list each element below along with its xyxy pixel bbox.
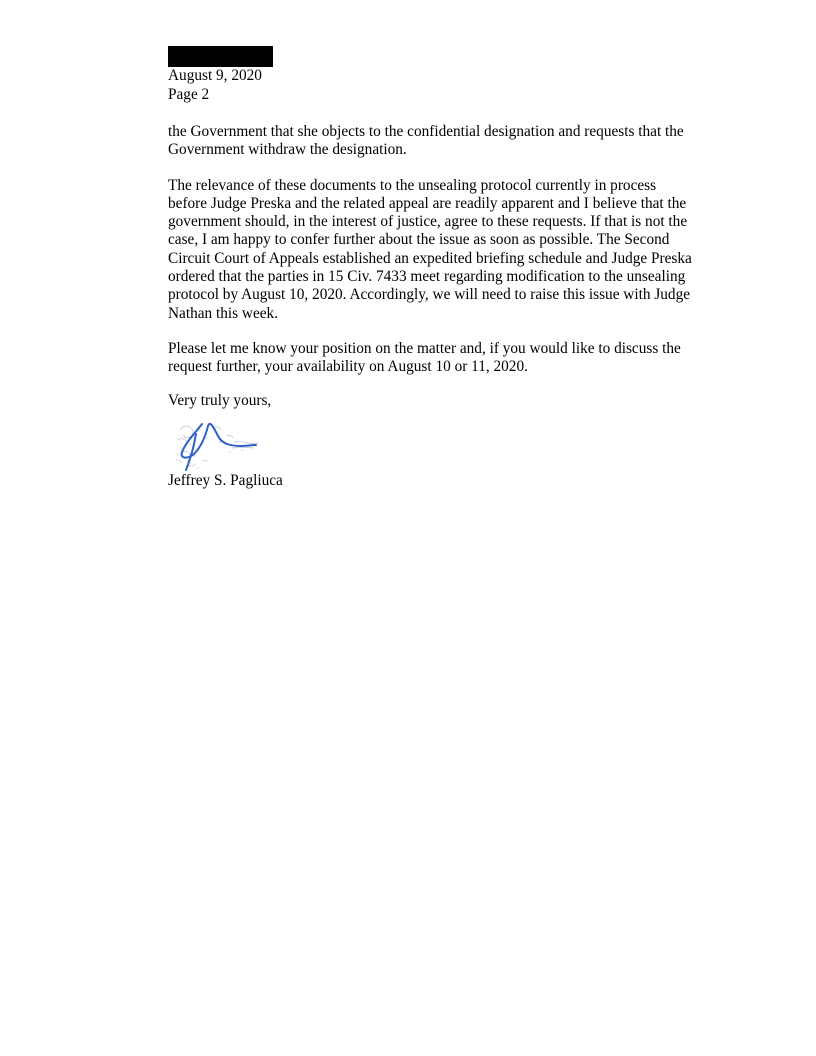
- closing-salutation: Very truly yours,: [168, 392, 272, 409]
- signer-name: Jeffrey S. Pagliuca: [168, 472, 283, 489]
- letter-header: [168, 67, 262, 104]
- paragraph-line: Nathan this week.: [168, 304, 279, 322]
- paragraph-line: Circuit Court of Appeals established an expedited briefing schedule and Judge Preska: [168, 249, 692, 267]
- letter-body: [168, 123, 728, 394]
- page-number: Page 2: [168, 85, 210, 103]
- paragraph-relevance: [168, 177, 728, 323]
- paragraph-line: request further, your availability on August 10 or 11, 2020.: [168, 358, 528, 376]
- paragraph-line: government should, in the interest of justice, agree to these requests. If that is not the: [168, 213, 688, 231]
- paragraph-line: Please let me know your position on the matter and, if you would like to discuss the: [168, 339, 681, 357]
- redaction-block: [168, 46, 273, 67]
- handwritten-signature: [172, 416, 264, 474]
- paragraph-line: ordered that the parties in 15 Civ. 7433 meet regarding modification to the unsealing: [168, 268, 686, 286]
- letter-date: August 9, 2020: [168, 67, 262, 84]
- paragraph-line: the Government that she objects to the confidential designation and requests that the: [168, 123, 684, 140]
- paragraph-line: The relevance of these documents to the unsealing protocol currently in process: [168, 176, 657, 194]
- paragraph-line: protocol by August 10, 2020. Accordingly, we will need to raise this issue with Judge: [168, 286, 691, 304]
- paragraph-request: [168, 340, 728, 377]
- paragraph-line: Government withdraw the designation.: [168, 141, 407, 159]
- paragraph-continuation: [168, 123, 728, 160]
- paragraph-line: case, I am happy to confer further about the issue as soon as possible. The Second: [168, 231, 670, 249]
- paragraph-line: before Judge Preska and the related appeal are readily apparent and I believe that the: [168, 194, 687, 212]
